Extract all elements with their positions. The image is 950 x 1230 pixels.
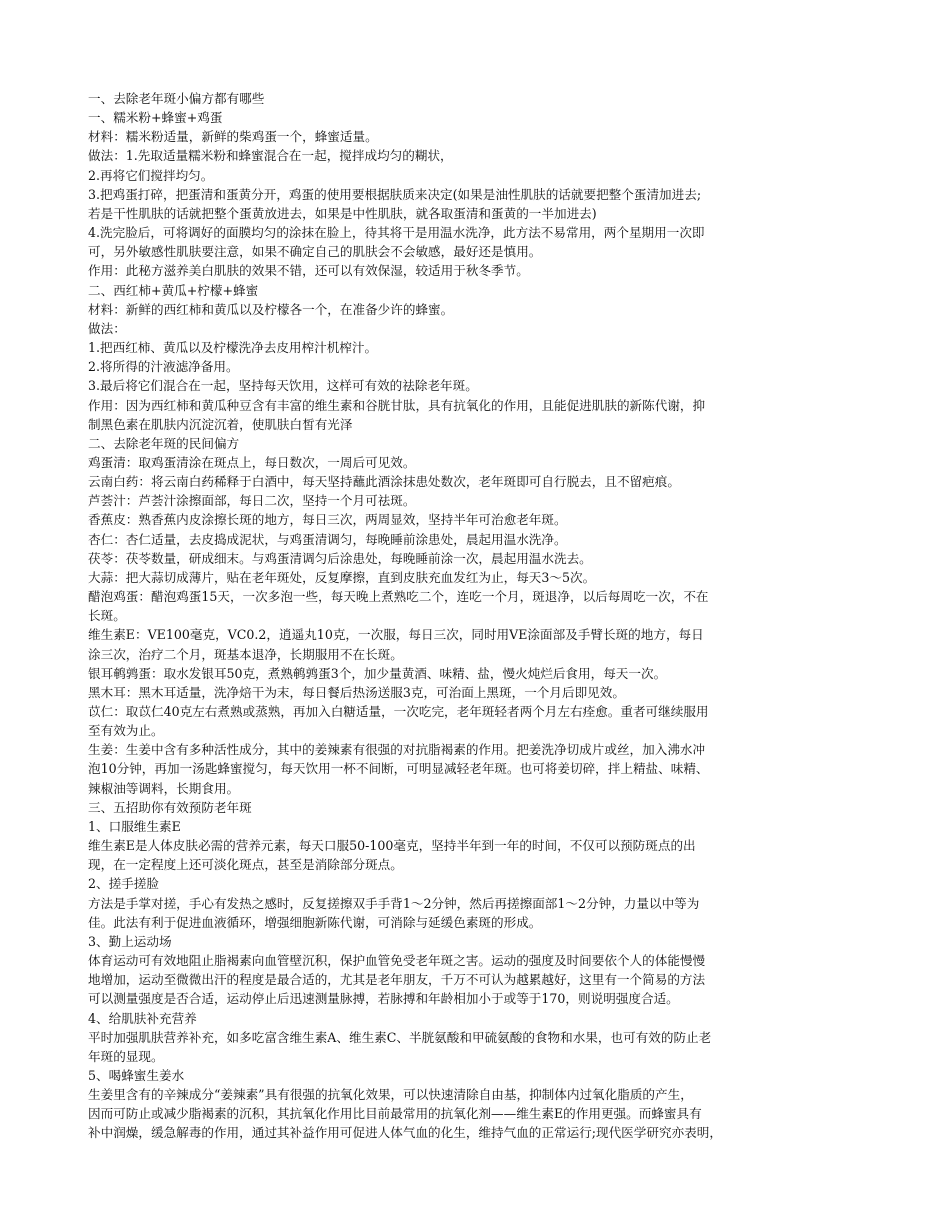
- text-line: 补中润燥，缓急解毒的作用，通过其补益作用可促进人体气血的化生，维持气血的正常运行;现代医学研究亦表明，: [88, 1125, 722, 1141]
- text-line: 茯苓：茯苓数量，研成细末。与鸡蛋清调匀后涂患处，每晚睡前涂一次，晨起用温水洗去。: [88, 550, 592, 566]
- text-line: 大蒜：把大蒜切成薄片，贴在老年斑处，反复摩擦，直到皮肤充血发红为止，每天3～5次。: [88, 569, 596, 585]
- text-line: 可，另外敏感性肌肤要注意，如果不确定自己的肌肤会不会敏感，最好还是慎用。: [88, 244, 542, 260]
- text-line: 一、糯米粉+蜂蜜+鸡蛋: [88, 110, 223, 126]
- text-line: 3、勤上运动场: [88, 933, 172, 949]
- text-line: 可以测量强度是否合适，运动停止后迅速测量脉搏，若脉搏和年龄相加小于或等于170，则说明强度合适。: [88, 991, 679, 1007]
- text-line: 作用：因为西红柿和黄瓜种豆含有丰富的维生素和谷胱甘肽，具有抗氧化的作用，且能促进肌肤的新陈代谢，抑: [88, 397, 706, 413]
- text-line: 香蕉皮：熟香蕉内皮涂擦长斑的地方，每日三次，两周显效，坚持半年可治愈老年斑。: [88, 512, 567, 528]
- text-line: 做法：1.先取适量糯米粉和蜂蜜混合在一起，搅拌成均匀的糊状，: [88, 148, 453, 164]
- text-line: 鸡蛋清：取鸡蛋清涂在斑点上，每日数次，一周后可见效。: [88, 454, 416, 470]
- text-line: 制黑色素在肌肤内沉淀沉着，使肌肤白皙有光泽: [88, 416, 353, 432]
- text-line: 一、去除老年斑小偏方都有哪些: [88, 91, 265, 106]
- text-line: 长斑。: [88, 608, 126, 624]
- text-line: 3.把鸡蛋打碎，把蛋清和蛋黄分开，鸡蛋的使用要根据肤质来决定(如果是油性肌肤的话就要把整个蛋清加进去;: [88, 186, 702, 202]
- text-line: 2、搓手搓脸: [88, 876, 159, 892]
- text-line: 二、去除老年斑的民间偏方: [88, 435, 240, 451]
- text-line: 4.洗完脸后，可将调好的面膜均匀的涂抹在脸上，待其将干是用温水洗净，此方法不易常用，两个星期用一次即: [88, 225, 705, 241]
- text-line: 4、给肌肤补充营养: [88, 1010, 197, 1026]
- text-line: 体育运动可有效地阻止脂褐素向血管壁沉积，保护血管免受老年斑之害。运动的强度及时间要依个人的体能慢慢: [88, 953, 706, 969]
- text-line: 银耳鹌鹑蛋：取水发银耳50克，煮熟鹌鹑蛋3个，加少量黄酒、味精、盐，慢火炖烂后食用，每天一次。: [88, 665, 667, 681]
- text-line: 平时加强肌肤营养补充，如多吃富含维生素A、维生素C、半胱氨酸和甲硫氨酸的食物和水果，也可有效的防止老: [88, 1029, 712, 1045]
- text-line: 现，在一定程度上还可淡化斑点，甚至是消除部分斑点。: [88, 857, 403, 873]
- text-line: 做法：: [88, 320, 126, 336]
- text-line: 云南白药：将云南白药稀释于白酒中，每天坚持蘸此酒涂抹患处数次，老年斑即可自行脱去，且不留疤痕。: [88, 474, 680, 490]
- text-line: 涂三次，治疗二个月，斑基本退净，长期服用不在长斑。: [88, 646, 403, 662]
- text-line: 芦荟汁：芦荟汁涂擦面部，每日二次，坚持一个月可祛斑。: [88, 493, 416, 509]
- text-line: 年斑的显现。: [88, 1048, 164, 1064]
- text-line: 材料：糯米粉适量，新鲜的柴鸡蛋一个，蜂蜜适量。: [88, 129, 378, 145]
- text-line: 黑木耳：黑木耳适量，洗净焙干为末，每日餐后热汤送服3克，可治面上黑斑，一个月后即见效。: [88, 684, 625, 700]
- text-line: 二、西红柿+黄瓜+柠檬+蜂蜜: [88, 282, 259, 298]
- text-line: 泡10分钟，再加一汤匙蜂蜜搅匀，每天饮用一杯不间断，可明显减轻老年斑。也可将姜切碎，拌上精盐、味精、: [88, 761, 709, 777]
- text-line: 醋泡鸡蛋：醋泡鸡蛋15天，一次多泡一些，每天晚上煮熟吃二个，连吃一个月，斑退净，以后每周吃一次，不在: [88, 589, 709, 605]
- text-line: 佳。此法有利于促进血液循环，增强细胞新陈代谢，可消除与延缓色素斑的形成。: [88, 914, 542, 930]
- text-line: 作用：此秘方滋养美白肌肤的效果不错，还可以有效保湿，较适用于秋冬季节。: [88, 263, 529, 279]
- text-line: 2.将所得的汁液滤净备用。: [88, 359, 239, 375]
- document-page: [88, 89, 863, 1143]
- text-line: 维生素E是人体皮肤必需的营养元素，每天口服50-100毫克，坚持半年到一年的时间，不仅可以预防斑点的出: [88, 838, 696, 854]
- text-line: 5、喝蜂蜜生姜水: [88, 1067, 185, 1083]
- text-line: 生姜里含有的辛辣成分“姜辣素”具有很强的抗氧化效果，可以快速清除自由基，抑制体内过氧化脂质的产生，: [88, 1087, 693, 1103]
- text-line: 材料：新鲜的西红柿和黄瓜以及柠檬各一个，在准备少许的蜂蜜。: [88, 301, 454, 317]
- text-line: 杏仁：杏仁适量，去皮捣成泥状，与鸡蛋清调匀，每晚睡前涂患处，晨起用温水洗净。: [88, 531, 567, 547]
- text-line: 三、五招助你有效预防老年斑: [88, 799, 252, 815]
- text-line: 方法是手掌对搓，手心有发热之感时，反复搓擦双手手背1～2分钟，然后再搓擦面部1～2分钟，力量以中等为: [88, 895, 700, 911]
- text-line: 因而可防止或减少脂褐素的沉积，其抗氧化作用比目前最常用的抗氧化剂——维生素E的作用更强。而蜂蜜具有: [88, 1106, 702, 1122]
- text-line: 1、口服维生素E: [88, 818, 181, 834]
- text-line: 生姜：生姜中含有多种活性成分，其中的姜辣素有很强的对抗脂褐素的作用。把姜洗净切成片或丝，加入沸水冲: [88, 742, 706, 758]
- text-line: 2.再将它们搅拌均匀。: [88, 167, 214, 183]
- text-line: 若是干性肌肤的话就把整个蛋黄放进去，如果是中性肌肤，就各取蛋清和蛋黄的一半加进去): [88, 205, 597, 221]
- text-line: 苡仁：取苡仁40克左右煮熟或蒸熟，再加入白糖适量，一次吃完，老年斑轻者两个月左右痊愈。重者可继续服用: [88, 704, 709, 719]
- text-line: 至有效为止。: [88, 723, 164, 739]
- text-line: 1.把西红柿、黄瓜以及柠檬洗净去皮用榨汁机榨汁。: [88, 340, 378, 356]
- text-line: 3.最后将它们混合在一起，坚持每天饮用，这样可有效的祛除老年斑。: [88, 378, 478, 394]
- text-line: 维生素E：VE100毫克，VC0.2，逍遥丸10克，一次服，每日三次，同时用VE涂面部及手臂长斑的地方，每日: [88, 627, 704, 643]
- text-line: 辣椒油等调料，长期食用。: [88, 780, 240, 796]
- text-line: 地增加，运动至微微出汗的程度是最合适的，尤其是老年朋友，千万不可认为越累越好，这里有一个简易的方法: [88, 972, 706, 988]
